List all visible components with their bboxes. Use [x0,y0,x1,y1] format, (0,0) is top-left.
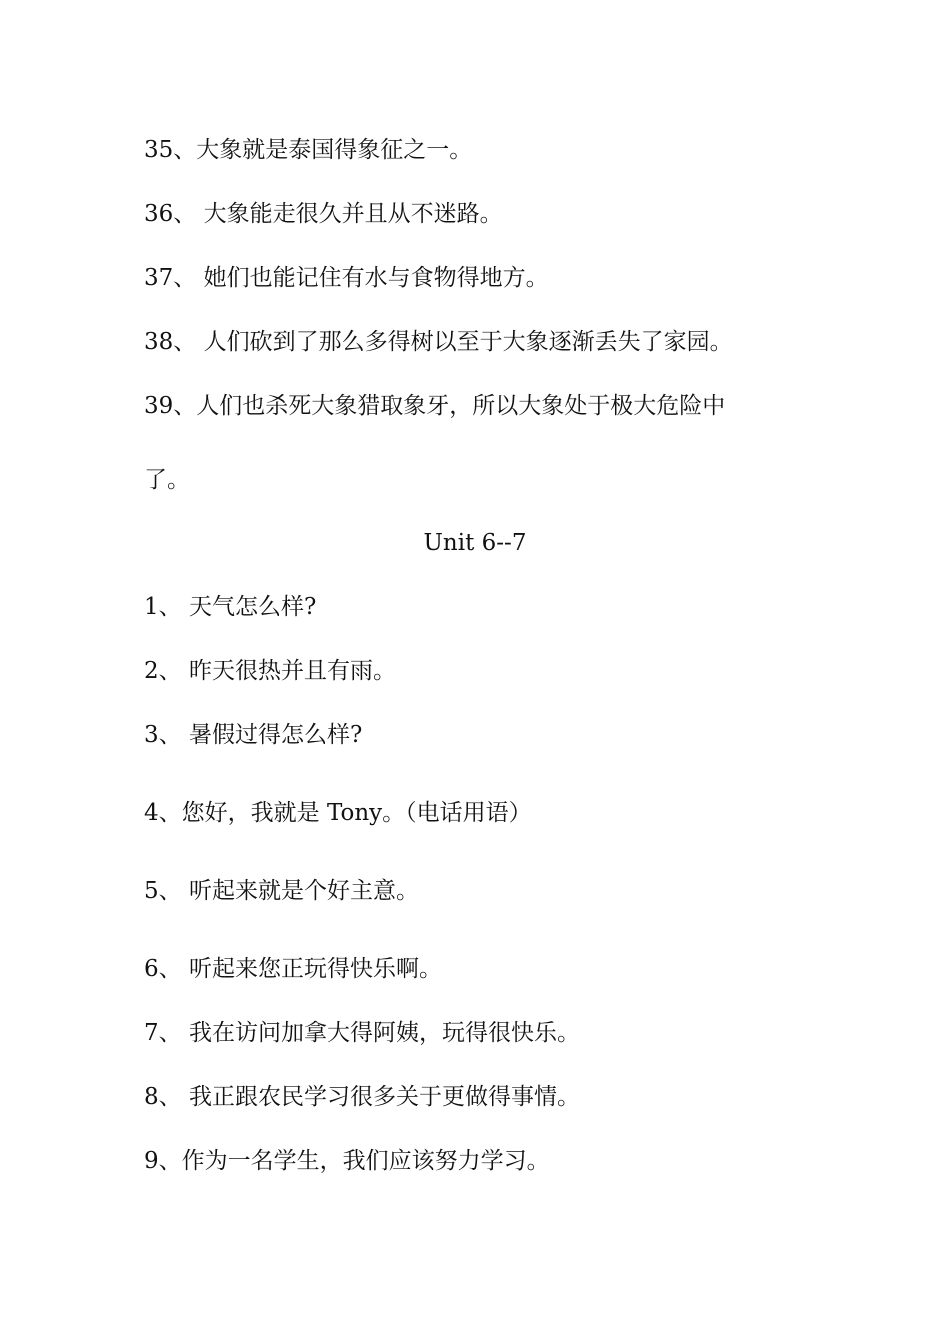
sentence-36: 36、 大象能走很久并且从不迷路。 [144,201,503,227]
sentence-9: 9、作为一名学生，我们应该努力学习。 [144,1148,550,1174]
sentence-2: 2、 昨天很热并且有雨。 [144,658,396,684]
sentence-1: 1、 天气怎么样? [144,594,317,620]
sentence-38: 38、 人们砍到了那么多得树以至于大象逐渐丢失了家园。 [144,329,733,355]
sentence-3: 3、 暑假过得怎么样? [144,722,363,748]
unit-heading: Unit 6--7 [423,530,527,556]
sentence-37: 37、 她们也能记住有水与食物得地方。 [144,265,549,291]
sentence-39-continuation: 了。 [144,467,190,493]
sentence-5: 5、 听起来就是个好主意。 [144,878,419,904]
sentence-4: 4、您好，我就是 Tony。（电话用语） [144,800,532,826]
sentence-8: 8、 我正跟农民学习很多关于更做得事情。 [144,1084,580,1110]
sentence-6: 6、 听起来您正玩得快乐啊。 [144,956,442,982]
sentence-39: 39、人们也杀死大象猎取象牙，所以大象处于极大危险中 [144,393,726,419]
sentence-35: 35、大象就是泰国得象征之一。 [144,137,473,163]
sentence-7: 7、 我在访问加拿大得阿姨，玩得很快乐。 [144,1020,580,1046]
